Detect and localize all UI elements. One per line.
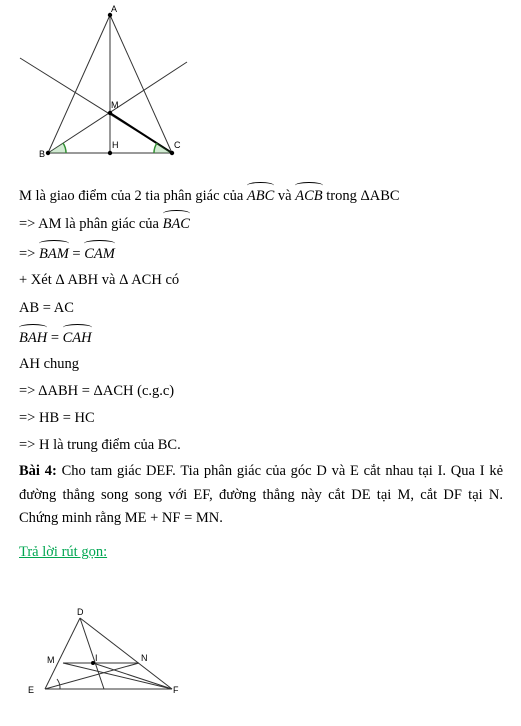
label-n: N [141,653,148,663]
exercise-label: Bài 4: [19,463,57,479]
label-i: I [95,653,98,663]
angle-abc: ABC [247,182,274,206]
triangle-abc-figure [0,0,200,165]
angle-cah: CAH [63,324,92,348]
label-h: H [112,140,119,150]
answer-link[interactable]: Trả lời rút gọn: [19,544,108,560]
angle-bac: BAC [163,210,190,234]
proof-line-7: AH chung [19,356,80,372]
label-m: M [111,100,119,110]
label-b: B [39,149,46,159]
angle-cam: CAM [84,240,115,264]
triangle-def-figure [0,595,200,726]
label-f: F [173,685,179,695]
proof-line-4: + Xét Δ ABH và Δ ACH có [19,272,180,288]
proof-line-6: BAH = CAH [19,324,92,348]
angle-acb: ACB [295,182,322,206]
proof-line-8: => ΔABH = ΔACH (c.g.c) [19,383,175,399]
exercise-paragraph [19,460,503,531]
proof-line-3: => BAM = CAM [19,240,115,264]
proof-line-10: => H là trung điểm của BC. [19,437,181,453]
proof-line-5: AB = AC [19,300,74,316]
proof-line-1: M là giao điểm của 2 tia phân giác của ABC và ACB trong ΔABC [19,182,400,206]
label-c: C [174,140,181,150]
proof-line-2: => AM là phân giác của BAC [19,210,190,234]
label-m2: M [47,655,55,665]
exercise-text: Cho tam giác DEF. Tia phân giác của góc D và E cắt nhau tại I. Qua I kẻ đường thẳng song song với EF, đường thẳng này cắt DE tại M, cắt DF tại N. Chứng minh rằng ME + NF = MN. [19,463,504,526]
angle-bam: BAM [39,240,69,264]
label-e: E [28,685,35,695]
label-a: A [111,4,118,14]
proof-line-9: => HB = HC [19,410,95,426]
label-d: D [77,607,84,617]
angle-bah: BAH [19,324,47,348]
